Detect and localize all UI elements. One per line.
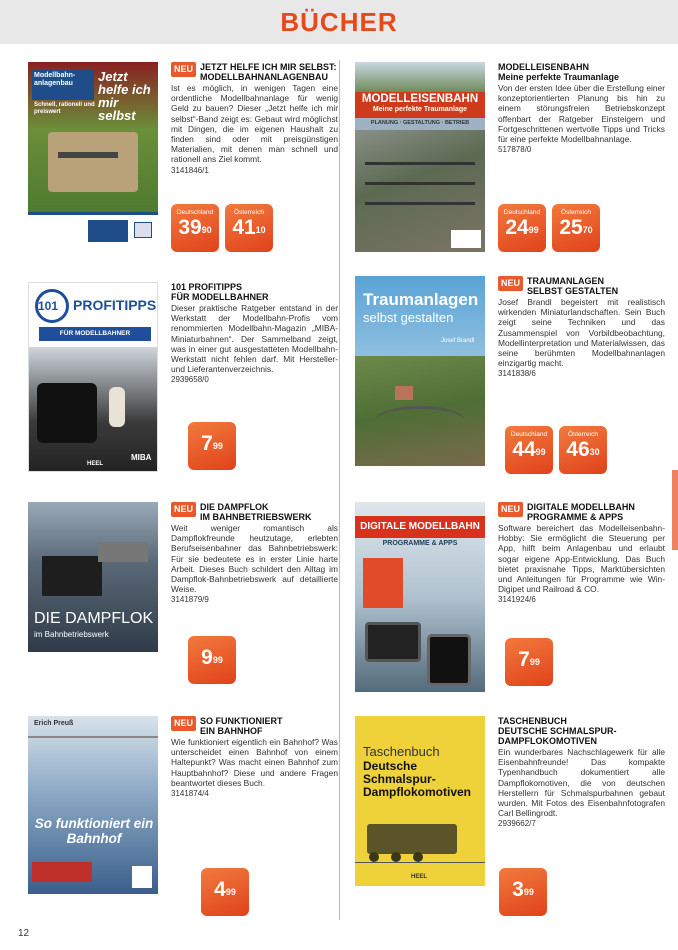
new-badge: NEU xyxy=(171,716,196,731)
price-dec: 10 xyxy=(255,225,266,235)
price-tag-germany xyxy=(505,426,553,474)
price-tag xyxy=(188,422,236,470)
cover-author: Josef Brandl xyxy=(441,338,475,344)
cover-big-title: Jetzt helfe ich mir selbst xyxy=(98,69,151,123)
cover-number: 101 xyxy=(38,299,59,313)
cover-band: PROGRAMME & APPS xyxy=(382,540,458,547)
book-cover[interactable] xyxy=(28,502,158,652)
cover-big-title: So funktioniert ein Bahnhof xyxy=(34,816,154,846)
product-description: Ist es möglich, in wenigen Tagen eine ordentliche Modellbahnanlage für wenig Geld zu bauen? Dieser „Jetzt helfe ich mir selbst“-Band zeigt es: Gebaut wird möglichst mit Dingen, die im eigenen Haushalt zu finden sind oder mit preisgünstigen Materialien, mit denen man schnell und rationell ans Ziel kommt. xyxy=(171,83,338,165)
cover-publisher: HEEL xyxy=(411,874,428,880)
price-dec: 99 xyxy=(523,887,534,897)
product-subtitle: MODELLBAHNANLAGENBAU xyxy=(200,72,329,82)
cover-big-title: MODELLEISENBAHN xyxy=(361,93,479,105)
price-dec: 30 xyxy=(589,447,600,457)
product-title: MODELLEISENBAHN xyxy=(498,62,590,72)
cover-top-title: Modellbahn-anlagenbau xyxy=(34,72,76,87)
new-badge: NEU xyxy=(498,276,523,291)
price-dec: 99 xyxy=(225,887,236,897)
price-country: Deutschland xyxy=(176,209,214,216)
price-tag xyxy=(505,638,553,686)
price-country: Österreich xyxy=(568,431,598,438)
price-int: 44 xyxy=(512,438,536,461)
product-card[interactable] xyxy=(28,282,338,492)
product-sku: 517878/0 xyxy=(498,145,532,155)
cover-big-title: Traumanlagen xyxy=(363,290,479,309)
cover-subtitle: im Bahnbetriebswerk xyxy=(34,630,109,639)
product-info xyxy=(498,276,665,378)
price-country: Deutschland xyxy=(510,431,548,438)
price-tag-austria xyxy=(559,426,607,474)
new-badge: NEU xyxy=(171,502,196,517)
product-subtitle: IM BAHNBETRIEBSWERK xyxy=(200,512,312,522)
price-int: 4 xyxy=(214,878,226,901)
product-description: Von der ersten Idee über die Erstellung einer konzeptorientierten Planung bis hin zu einem störungsfreien Betriebskonzept offenbart der Ratgeber Einsteigern und Fortgeschrittenen wertvolle Tipps und Tricks für eine perfekte Modellbahnanlage. xyxy=(498,83,665,145)
product-title: DIGITALE MODELLBAHN xyxy=(527,502,635,512)
price-dec: 99 xyxy=(528,225,539,235)
product-subtitle: EIN BAHNHOF xyxy=(200,726,263,736)
price-int: 3 xyxy=(512,878,524,901)
product-subtitle: SELBST GESTALTEN xyxy=(527,286,619,296)
product-sku: 3141879/9 xyxy=(171,595,209,605)
new-badge: NEU xyxy=(171,62,196,77)
product-info xyxy=(498,502,665,604)
product-title: SO FUNKTIONIERT xyxy=(200,716,283,726)
price-int: 39 xyxy=(178,216,202,239)
product-info xyxy=(171,62,338,175)
product-title: DIE DAMPFLOK xyxy=(200,502,269,512)
product-sku: 2939662/7 xyxy=(498,819,536,829)
book-cover[interactable] xyxy=(355,62,485,252)
product-title: TASCHENBUCH xyxy=(498,716,567,726)
product-card[interactable] xyxy=(28,502,338,712)
price-tag-austria xyxy=(552,204,600,252)
price-int: 25 xyxy=(559,216,583,239)
price-tag xyxy=(499,868,547,916)
price-int: 7 xyxy=(518,648,530,671)
price-tag-austria xyxy=(225,204,273,252)
price-tag-germany xyxy=(171,204,219,252)
product-description: Josef Brandl begeistert mit realistisch wirkenden Miniaturlandschaften. Sein Buch zeigt seine Techniken und das Zusammenspiel von Vorbildbeobachtung, Modellinterpretation und Materialwissen, das seine berühmten Modellbahnanlagen einzigartig macht. xyxy=(498,297,665,369)
product-card[interactable] xyxy=(28,716,338,926)
product-sku: 2939658/0 xyxy=(171,375,209,385)
product-sku: 3141846/1 xyxy=(171,165,209,175)
product-sku: 3141838/6 xyxy=(498,369,536,379)
price-country: Österreich xyxy=(234,209,264,216)
product-description: Dieser praktische Ratgeber entstand in der Werkstatt der Modellbahn-Profis vom renommierten Modellbahn-Magazin „MIBA-Miniaturbahnen“. Der Sammelband zeigt, was in einer gut ausgestatteten Modellbahn-Werkstatt nicht fehlen darf. Mit Hersteller- und Lieferantenverzeichnis. xyxy=(171,303,338,375)
product-info xyxy=(171,716,338,798)
price-dec: 70 xyxy=(582,225,593,235)
book-cover[interactable] xyxy=(28,282,158,472)
price-tag-germany xyxy=(498,204,546,252)
column-divider xyxy=(339,60,340,920)
cover-big-title: Taschenbuch xyxy=(363,744,440,759)
product-description: Ein wunderbares Nachschlagewerk für alle Eisenbahnfreunde! Das kompakte Typenhandbuch dokumentiert alle Dampflokomotiven, die von deutschen Herstellern für Schmalspurbahnen gebaut wurden. Mit Fotos des Eisenbahnfotografen Carl Bellingrodt. xyxy=(498,747,665,819)
page-number: 12 xyxy=(18,928,30,939)
book-cover[interactable] xyxy=(28,716,158,894)
price-dec: 90 xyxy=(201,225,212,235)
price-dec: 99 xyxy=(529,657,540,667)
price-country: Österreich xyxy=(561,209,591,216)
product-title: JETZT HELFE ICH MIR SELBST: xyxy=(200,62,337,72)
cover-band: FÜR MODELLBAHNER xyxy=(59,330,131,337)
product-subtitle: FÜR MODELLBAHNER xyxy=(171,292,269,302)
new-badge: NEU xyxy=(498,502,523,517)
price-int: 41 xyxy=(232,216,256,239)
book-cover[interactable] xyxy=(355,276,485,466)
price-tag xyxy=(188,636,236,684)
product-info xyxy=(171,502,338,604)
price-dec: 99 xyxy=(212,655,223,665)
product-info xyxy=(171,282,338,384)
price-int: 9 xyxy=(201,646,213,669)
book-cover[interactable] xyxy=(355,502,485,692)
price-int: 46 xyxy=(566,438,590,461)
price-tag xyxy=(201,868,249,916)
product-description: Software bereichert das Modelleisenbahn-Hobby: Sie ermöglicht die Steuerung per App, hilft beim Anlagenbau und erlaubt sogar eigene App-Entwicklung. Das Buch bietet praxisnahe Tipps, Marktübersichten und Anleitungen für Programme wie Win-Digipet und Railroad & CO. xyxy=(498,523,665,595)
book-cover[interactable] xyxy=(28,62,158,252)
price-country: Deutschland xyxy=(503,209,541,216)
cover-subtitle: selbst gestalten xyxy=(363,310,454,325)
price-dec: 99 xyxy=(212,441,223,451)
page-title: BÜCHER xyxy=(280,6,398,37)
page-header xyxy=(0,0,678,44)
cover-subtitle: Schnell, rationell und preiswert xyxy=(34,102,95,115)
book-cover[interactable] xyxy=(355,716,485,886)
product-subtitle: DEUTSCHE SCHMALSPUR-DAMPFLOKOMOTIVEN xyxy=(498,726,617,746)
product-info xyxy=(498,716,665,828)
product-subtitle: Meine perfekte Traumanlage xyxy=(498,72,620,82)
price-int: 7 xyxy=(201,432,213,455)
product-card[interactable] xyxy=(355,62,665,272)
product-description: Wie funktioniert eigentlich ein Bahnhof? Was unterscheidet einen Bahnhof von einem Haltepunkt? Was macht einen Bahnhof zum Hauptbahnhof? Diese und andere Fragen beantwortet dieses Buch. xyxy=(171,737,338,788)
product-card[interactable] xyxy=(355,502,665,712)
cover-author: Erich Preuß xyxy=(34,720,74,727)
product-card[interactable] xyxy=(355,716,665,926)
product-card[interactable] xyxy=(355,276,665,486)
cover-subtitle: Meine perfekte Traumanlage xyxy=(372,106,468,113)
cover-brand: MIBA xyxy=(131,453,152,462)
product-card[interactable] xyxy=(28,62,338,272)
cover-big-title: PROFITIPPS xyxy=(73,297,157,313)
cover-subtitle: Deutsche Schmalspur-Dampflokomotiven xyxy=(363,759,472,799)
price-dec: 99 xyxy=(535,447,546,457)
product-title: TRAUMANLAGEN xyxy=(527,276,605,286)
product-subtitle: PROGRAMME & APPS xyxy=(527,512,624,522)
product-sku: 3141924/6 xyxy=(498,595,536,605)
product-description: Weit weniger romantisch als Dampflokfreunde heutzutage, erlebten Berufseisenbahner das Bahnbetriebswerk: Für sie bedeutete es in erster Linie harte Arbeit. Dieses Buch schildert den Alltag im Dampflok-Bahnbetriebswerk auf detaillierte Weise. xyxy=(171,523,338,595)
side-tab-marker xyxy=(672,470,678,550)
cover-publisher: HEEL xyxy=(87,461,104,467)
product-title: 101 PROFITIPPS xyxy=(171,282,243,292)
cover-big-title: DIGITALE MODELLBAHN xyxy=(360,521,480,532)
product-info xyxy=(498,62,665,154)
product-sku: 3141874/4 xyxy=(171,789,209,799)
cover-big-title: DIE DAMPFLOK xyxy=(34,610,154,627)
price-int: 24 xyxy=(505,216,529,239)
cover-band: PLANUNG · GESTALTUNG · BETRIEB xyxy=(370,120,470,126)
